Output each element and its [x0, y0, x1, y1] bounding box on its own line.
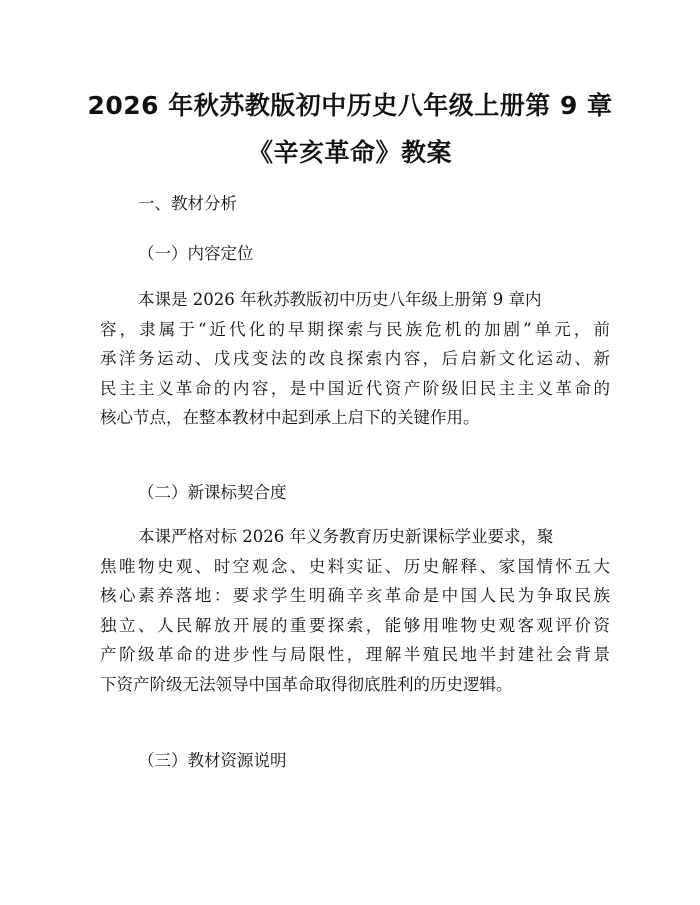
subsection-heading-content-positioning: （一）内容定位 — [138, 244, 254, 263]
subsection-heading-curriculum-alignment: （二）新课标契合度 — [138, 483, 287, 502]
section-heading-textbook-analysis: 一、教材分析 — [138, 194, 237, 213]
subsection-heading-textbook-resources: （三）教材资源说明 — [138, 751, 287, 770]
paragraph-line: 产阶级革命的进步性与局限性，理解半殖民地半封建社会背景 — [100, 645, 610, 664]
document-title-line-1: 2026 年秋苏教版初中历史八年级上册第 9 章 — [87, 91, 613, 120]
paragraph-content-positioning — [100, 285, 610, 433]
paragraph-line: 承洋务运动、戊戌变法的改良探索内容，后启新文化运动、新 — [100, 349, 610, 368]
paragraph-line: 核心素养落地：要求学生明确辛亥革命是中国人民为争取民族 — [100, 586, 610, 605]
paragraph-line: 核心节点，在整本教材中起到承上启下的关键作用。 — [100, 408, 480, 427]
paragraph-line: 独立、人民解放开展的重要探索，能够用唯物史观客观评价资 — [100, 615, 610, 635]
document-title-line-2: 《辛亥革命》教案 — [247, 138, 452, 167]
paragraph-line: 下资产阶级无法领导中国革命取得彻底胜利的历史逻辑。 — [100, 674, 513, 694]
paragraph-line: 焦唯物史观、时空观念、史料实证、历史解释、家国情怀五大 — [100, 556, 610, 576]
paragraph-curriculum-alignment — [100, 522, 610, 699]
paragraph-line: 民主主义革命的内容，是中国近代资产阶级旧民主主义革命的 — [100, 378, 610, 398]
paragraph-line: 容，隶属于“近代化的早期探索与民族危机的加剧”单元，前 — [100, 319, 610, 339]
paragraph-line: 本课是 2026 年秋苏教版初中历史八年级上册第 9 章内 — [138, 290, 542, 309]
paragraph-line: 本课严格对标 2026 年义务教育历史新课标学业要求，聚 — [138, 527, 554, 546]
